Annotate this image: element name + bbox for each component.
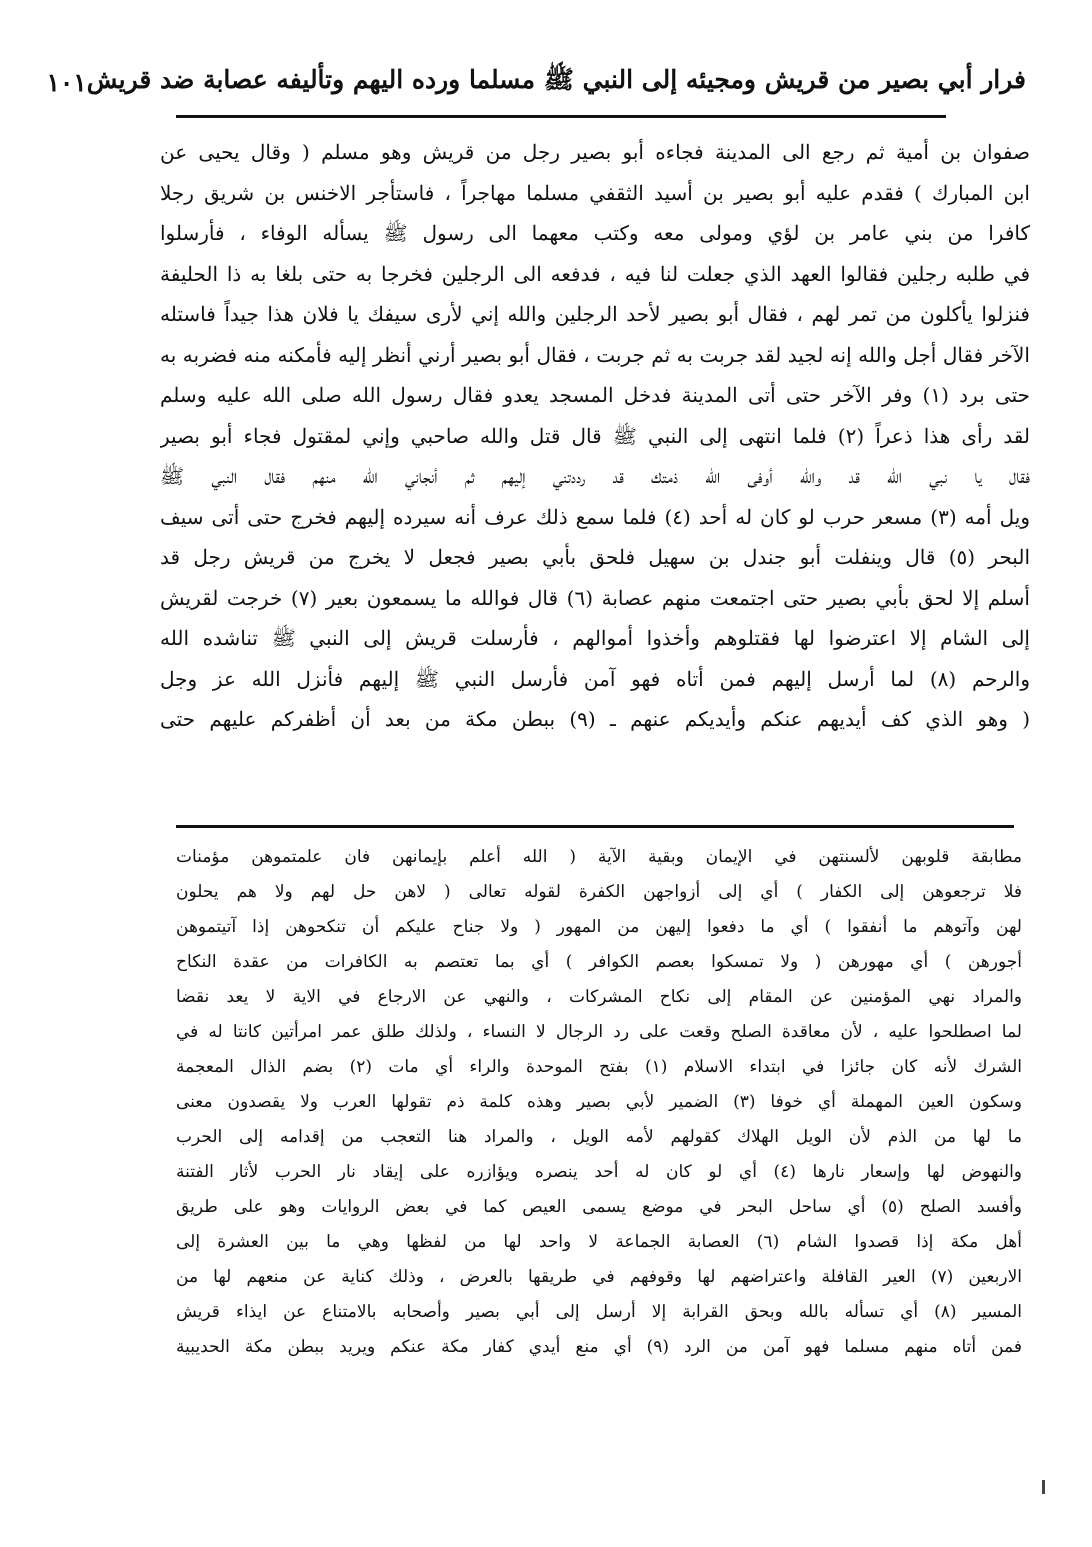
main-text-line: الآخر فقال أجل والله إنه لجيد لقد جربت به ثم جربت ، فقال أبو بصير أرني أنظر إليه فأمكنه منه فضربه به <box>160 342 1030 367</box>
footnote-line: المسير (٨) أي تسأله بالله وبحق القرابة إلا أرسل إلى أبي بصير وأصحابه بالامتناع عن ايذاء قريش <box>176 1302 1022 1322</box>
footnote-line: لهن وآتوهم ما أنفقوا ) أي ما دفعوا إليهن من المهور ( ولا جناح عليكم أن تنكحوهن إذا آتيتموهن <box>176 917 1022 937</box>
footnote-line: أجورهن ) أي مهورهن ( ولا تمسكوا بعصم الكوافر ) أي بما تعتصم به الكافرات من عقدة النكاح <box>176 952 1022 972</box>
main-text-line: ابن المبارك ) فقدم عليه أبو بصير بن أسيد الثقفي مسلما مهاجراً ، فاستأجر الاخنس بن شريق رجلا <box>160 180 1030 205</box>
footnote-line: والمراد نهي المؤمنين عن المقام إلى نكاح المشركات ، والنهي عن الارجاع في الاية لا يعد نقضا <box>176 987 1022 1007</box>
main-text-line: ويل أمه (٣) مسعر حرب لو كان له أحد (٤) فلما سمع ذلك عرف أنه سيرده إليهم فخرج حتى أتى سيف <box>160 504 1030 529</box>
main-text-line: إلى الشام إلا اعترضوا لها فقتلوهم وأخذوا أموالهم ، فأرسلت قريش إلى النبي ﷺ تناشده الله <box>160 626 1030 650</box>
footnote-line: فمن أتاه منهم مسلما فهو آمن من الرد (٩) أي منع أيدي كفار مكة عنكم ويريد ببطن مكة الحديبية <box>176 1337 1022 1357</box>
main-text-line: فنزلوا يأكلون من تمر لهم ، فقال أبو بصير لأحد الرجلين والله إني لأرى سيفك يا فلان هذا جيداً فاستله <box>160 302 1030 326</box>
footnote-line: والنهوض لها وإسعار نارها (٤) أي لو كان له أحد ينصره ويؤازره على إيقاد نار الحرب لأثار الفتنة <box>176 1162 1022 1182</box>
footnote-line: أهل مكة إذا قصدوا الشام (٦) العصابة الجماعة لا واحد لها من لفظها وهي ما بين العشرة إلى <box>176 1232 1022 1252</box>
running-title: فرار أبي بصير من قريش ومجيئه إلى النبي ﷺ مسلما ورده اليهم وتأليفه عصابة ضد قريش <box>86 64 1026 94</box>
footnote-line: فلا ترجعوهن إلى الكفار ) أي إلى أزواجهن الكفرة لقوله تعالى ( لاهن حل لهم ولا هم يحلون <box>176 882 1022 902</box>
header-divider <box>176 115 946 118</box>
footnote-line: ما لها من الذم لأن الويل الهلاك كقولهم لأمه الويل ، والمراد هنا التعجب من إقدامه إلى الحرب <box>176 1127 1022 1147</box>
footnote-line: مطابقة قلوبهن لألسنتهن في الإيمان وبقية الآية ( الله أعلم بإيمانهن فان علمتموهن مؤمنات <box>176 847 1022 867</box>
footnote-divider <box>176 825 1014 828</box>
main-text-line: البحر (٥) قال وينفلت أبو جندل بن سهيل فلحق بأبي بصير فجعل لا يخرج من قريش رجل قد <box>160 545 1030 569</box>
main-text-line: في طلبه رجلين فقالوا العهد الذي جعلت لنا فيه ، فدفعه الى الرجلين فخرجا به حتى بلغا به ذا الحليفة <box>160 261 1030 286</box>
footnote-line: لما اصطلحوا عليه ، لأن معاقدة الصلح وقعت على رد الرجال لا النساء ، ولذلك طلق عمر امرأتين كانتا له في <box>176 1022 1022 1042</box>
scan-mark <box>1042 1480 1045 1494</box>
main-text-line: صفوان بن أمية ثم رجع الى المدينة فجاءه أبو بصير رجل من قريش وهو مسلم ( وقال يحيى عن <box>160 140 1030 164</box>
main-text-block <box>160 132 1030 740</box>
main-text-line: حتى برد (١) وفر الآخر حتى أتى المدينة فدخل المسجد يعدو فقال رسول الله صلى الله عليه وسلم <box>160 383 1030 407</box>
footnote-line: وأفسد الصلح (٥) أي ساحل البحر في موضع يسمى العيص كما في بعض الروايات وهو على طريق <box>176 1197 1022 1217</box>
main-text-line: ( وهو الذي كف أيديهم عنكم وأيديكم عنهم ـ (٩) ببطن مكة من بعد أن أظفركم عليهم حتى <box>160 707 1030 731</box>
footnotes-block <box>176 840 1022 1365</box>
footnote-line: وسكون العين المهملة أي خوفا (٣) الضمير لأبي بصير وهذه كلمة ذم تقولها العرب ولا يقصدون معنى <box>176 1092 1022 1112</box>
main-text-line: فقال يا نبي الله قد والله أوفى الله ذمتك قد رددتني إليهم ثم أنجاني الله منهم فقال النبي ﷺ <box>160 464 1030 488</box>
main-text-line: كافرا من بني عامر بن لؤي ومولى معه وكتب معهما الى رسول ﷺ يسأله الوفاء ، فأرسلوا <box>160 221 1030 245</box>
main-text-line: لقد رأى هذا ذعراً (٢) فلما انتهى إلى النبي ﷺ قال قتل والله صاحبي وإني لمقتول فجاء أبو بصير <box>160 423 1030 448</box>
footnote-line: الاربعين (٧) العير القافلة واعتراضهم لها وقوفهم في طريقها بالعرض ، وذلك كناية عن منعهم لها من <box>176 1267 1022 1287</box>
page-header <box>46 58 1026 106</box>
main-text-line: أسلم إلا لحق بأبي بصير حتى اجتمعت منهم عصابة (٦) قال فوالله ما يسمعون بعير (٧) خرجت لقريش <box>160 585 1030 610</box>
main-text-line: والرحم (٨) لما أرسل إليهم فمن أتاه فهو آمن فأرسل النبي ﷺ إليهم فأنزل الله عز وجل <box>160 666 1030 691</box>
page-number: ١٠١ <box>46 67 87 97</box>
footnote-line: الشرك لأنه كان جائزا في ابتداء الاسلام (١) بفتح الموحدة والراء أي مات (٢) بضم الذال المعجمة <box>176 1057 1022 1077</box>
